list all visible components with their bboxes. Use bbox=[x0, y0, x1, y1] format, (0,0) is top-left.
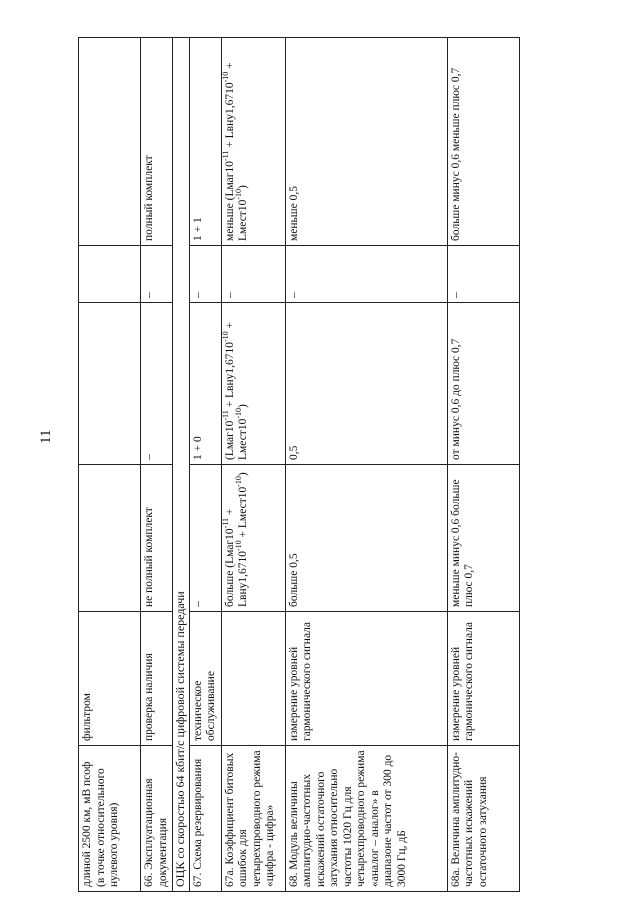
table-cell: – bbox=[141, 246, 173, 303]
rotated-table-container bbox=[78, 38, 518, 892]
table-cell: 0,5 bbox=[285, 303, 447, 465]
table-cell: от минус 0,6 до плюс 0,7 bbox=[447, 303, 519, 465]
table-cell: не полный комплект bbox=[141, 465, 173, 612]
table-cell: проверка наличия bbox=[141, 612, 173, 746]
table-cell: измерение уровней гармонического сигнала bbox=[285, 612, 447, 746]
table-cell bbox=[79, 303, 141, 465]
table-cell: полный комплект bbox=[141, 38, 173, 246]
table-cell: – bbox=[285, 246, 447, 303]
table-cell: – bbox=[141, 303, 173, 465]
table-cell: – bbox=[221, 246, 285, 303]
table-cell: 66. Эксплуатационная документация bbox=[141, 746, 173, 892]
table-cell: – bbox=[189, 465, 221, 612]
table-cell: меньше ($Lмаг10^{-11}$ + $Lвну1,6710^{-10}$ + $Lмест10^{-10}$) bbox=[221, 38, 285, 246]
table-cell: больше ($Lмаг10^{-11}$ + $Lвну1,6710^{-10}$ + $Lмест10^{-10}$) bbox=[221, 465, 285, 612]
table-cell bbox=[221, 612, 285, 746]
table-cell: – bbox=[189, 246, 221, 303]
table-cell: меньше минус 0,6 больше плюс 0,7 bbox=[447, 465, 519, 612]
section-row bbox=[173, 38, 190, 892]
table-cell: меньше 0,5 bbox=[285, 38, 447, 246]
table-cell: 68. Модуль величины амплитудно-частотных искажений остаточного затухания относительно частоты 1020 Гц для четырехпроводного режима «аналог – аналог» в диапазоне частот от 300 до 3000 Гц, дБ bbox=[285, 746, 447, 892]
table-row bbox=[221, 38, 285, 892]
table-cell bbox=[79, 246, 141, 303]
table-cell bbox=[79, 465, 141, 612]
table-cell: 67. Схема резервирования bbox=[189, 746, 221, 892]
table-cell: 68а. Величина амплитудно-частотных искажений остаточного затухания bbox=[447, 746, 519, 892]
table-cell: 67а. Коэффициент битовых ошибок для четырехпроводного режима «цифра - цифра» bbox=[221, 746, 285, 892]
table-cell: техническое обслуживание bbox=[189, 612, 221, 746]
table-cell: больше минус 0,6 меньше плюс 0,7 bbox=[447, 38, 519, 246]
table-row bbox=[79, 38, 141, 892]
table-cell: 1 + 0 bbox=[189, 303, 221, 465]
table-cell: больше 0,5 bbox=[285, 465, 447, 612]
table-row bbox=[447, 38, 519, 892]
table-cell: измерение уровней гармонического сигнала bbox=[447, 612, 519, 746]
table-cell: – bbox=[447, 246, 519, 303]
section-title: ОЦК со скоростью 64 кбит/с цифровой системы передачи bbox=[173, 38, 190, 892]
table-cell: ($Lмаг10^{-11}$ + $Lвну1,6710^{-10}$ + $Lмест10^{-10}$) bbox=[221, 303, 285, 465]
table-row bbox=[141, 38, 173, 892]
table-cell: длиной 2500 км, мВ псоф (в точке относительного нулевого уровня) bbox=[79, 746, 141, 892]
table-cell bbox=[79, 38, 141, 246]
table-row bbox=[189, 38, 221, 892]
table-row bbox=[285, 38, 447, 892]
table-cell: фильтром bbox=[79, 612, 141, 746]
page-number: 11 bbox=[38, 429, 54, 444]
table-cell: 1 + 1 bbox=[189, 38, 221, 246]
parameters-table bbox=[78, 37, 520, 892]
